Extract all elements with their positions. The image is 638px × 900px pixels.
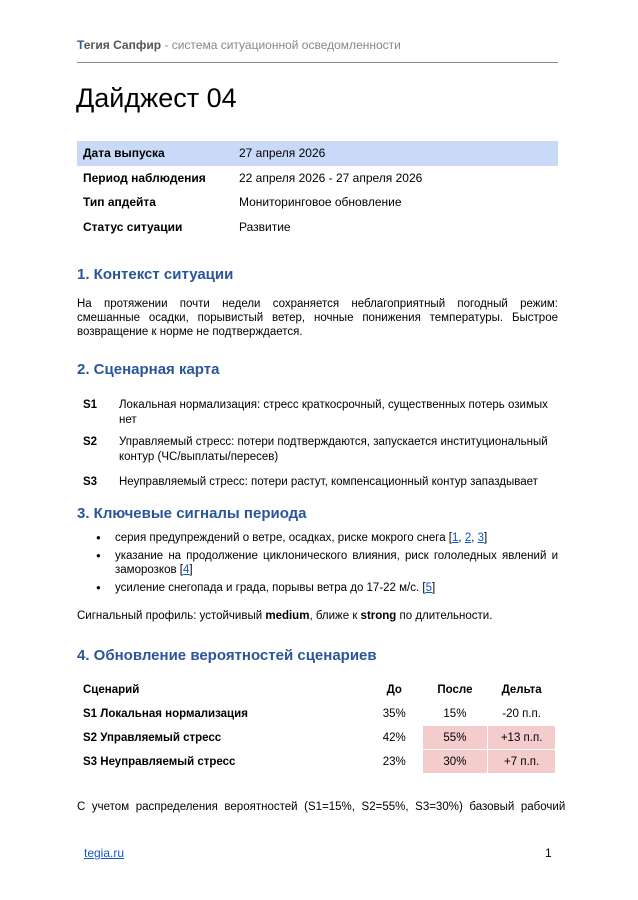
prob-after: 30%: [423, 750, 488, 773]
scenario-name: S1 Локальная нормализация: [83, 707, 248, 720]
scenario-text: Неуправляемый стресс: потери растут, компенсационный контур запаздывает: [119, 476, 538, 488]
header-divider: [77, 62, 558, 63]
prob-after: 15%: [443, 707, 467, 720]
prob-before: 35%: [382, 707, 406, 720]
prob-delta: +7 п.п.: [488, 750, 555, 773]
scenario-item: [83, 435, 553, 464]
scenario-item: [83, 398, 553, 427]
signals-list: [77, 531, 558, 598]
section-1-text: На протяжении почти недели сохраняется неблагоприятный погодный режим: смешанные осадки, порывистый ветер, ночные понижения температуры. Быстрое возвращение к норме не подтверждается.: [77, 298, 558, 338]
signal-text: указание на продолжение циклонического влияния, риск гололедных явлений и заморозков [: [115, 549, 558, 576]
reference-link[interactable]: 4: [182, 564, 190, 576]
signal-text: усиление снегопада и града, порывы ветра до 17-22 м/с. [: [115, 581, 426, 594]
reference-link[interactable]: 3: [477, 532, 485, 544]
section-4-text: С учетом распределения вероятностей (S1=15%, S2=55%, S3=30%) базовый рабочий: [77, 801, 566, 813]
meta-label: Дата выпуска: [77, 141, 233, 166]
profile-level: strong: [360, 610, 397, 622]
meta-value: Мониторинговое обновление: [239, 195, 402, 210]
meta-label: Тип апдейта: [83, 195, 156, 210]
meta-row: [77, 166, 558, 191]
scenario-text: Управляемый стресс: потери подтверждаются, запускается институциональный контур (ЧС/выплаты/пересев): [119, 436, 548, 463]
prob-before: 42%: [382, 731, 406, 744]
scenario-item: [83, 475, 553, 490]
section-1-heading: 1. Контекст ситуации: [77, 266, 234, 283]
section-4-heading: 4. Обновление вероятностей сценариев: [77, 647, 377, 664]
page-number: 1: [545, 846, 552, 860]
signal-end: ]: [431, 581, 436, 594]
list-item: [77, 549, 558, 578]
page-title: Дайджест 04: [76, 83, 237, 113]
meta-label: Период наблюдения: [83, 170, 206, 185]
page-header: [77, 38, 401, 52]
brand-tagline: - система ситуационной осведомленности: [161, 38, 401, 52]
prob-before: 23%: [382, 755, 406, 768]
scenario-id: S3: [83, 476, 98, 488]
scenario-name: S3 Неуправляемый стресс: [83, 755, 236, 768]
table-header-row: [78, 678, 555, 701]
meta-value: 27 апреля 2026: [233, 141, 558, 166]
profile-text: по длительности.: [396, 610, 493, 622]
scenario-id: S1: [83, 399, 98, 411]
table-row: [78, 726, 555, 749]
profile-level: medium: [265, 610, 310, 622]
meta-row: [77, 215, 558, 240]
meta-value: 22 апреля 2026 - 27 апреля 2026: [239, 170, 423, 185]
table-row: [78, 702, 555, 725]
meta-row: [77, 141, 558, 166]
section-2-heading: 2. Сценарная карта: [77, 361, 220, 378]
brand-name: егия Сапфир: [83, 38, 162, 52]
meta-value: Развитие: [239, 219, 291, 234]
meta-row: [77, 190, 558, 215]
meta-table: [77, 141, 558, 239]
column-header: После: [437, 683, 473, 696]
signal-profile: [77, 609, 558, 623]
section-3-heading: 3. Ключевые сигналы периода: [77, 505, 307, 522]
footer-link[interactable]: tegia.ru: [84, 846, 125, 860]
reference-link[interactable]: 1: [452, 532, 459, 544]
list-item: ● серия предупреждений о ветре, осадках, риске мокрого снега [1, 2, 3]: [77, 531, 558, 546]
profile-text: Сигнальный профиль: устойчивый: [77, 610, 266, 622]
column-header: Дельта: [501, 683, 542, 696]
column-header: До: [386, 683, 402, 696]
prob-delta: -20 п.п.: [502, 707, 541, 720]
meta-label: Статус ситуации: [83, 219, 183, 234]
profile-text: , ближе к: [309, 610, 361, 622]
signal-end: ]: [484, 532, 488, 544]
column-header: Сценарий: [83, 683, 140, 696]
scenario-name: S2 Управляемый стресс: [83, 731, 222, 744]
list-item: [77, 581, 558, 596]
signal-end: ]: [189, 564, 193, 576]
brand-initial: Т: [77, 38, 84, 52]
scenario-text: Локальная нормализация: стресс краткосрочный, существенных потерь озимых нет: [119, 399, 548, 426]
scenario-id: S2: [83, 436, 98, 448]
prob-delta: +13 п.п.: [488, 726, 555, 749]
signal-text: серия предупреждений о ветре, осадках, риске мокрого снега [: [115, 532, 453, 544]
reference-link[interactable]: 2: [464, 532, 472, 544]
prob-after: 55%: [423, 726, 488, 749]
table-row: [78, 750, 555, 773]
probability-table: [77, 677, 556, 774]
reference-link[interactable]: 5: [425, 581, 432, 594]
